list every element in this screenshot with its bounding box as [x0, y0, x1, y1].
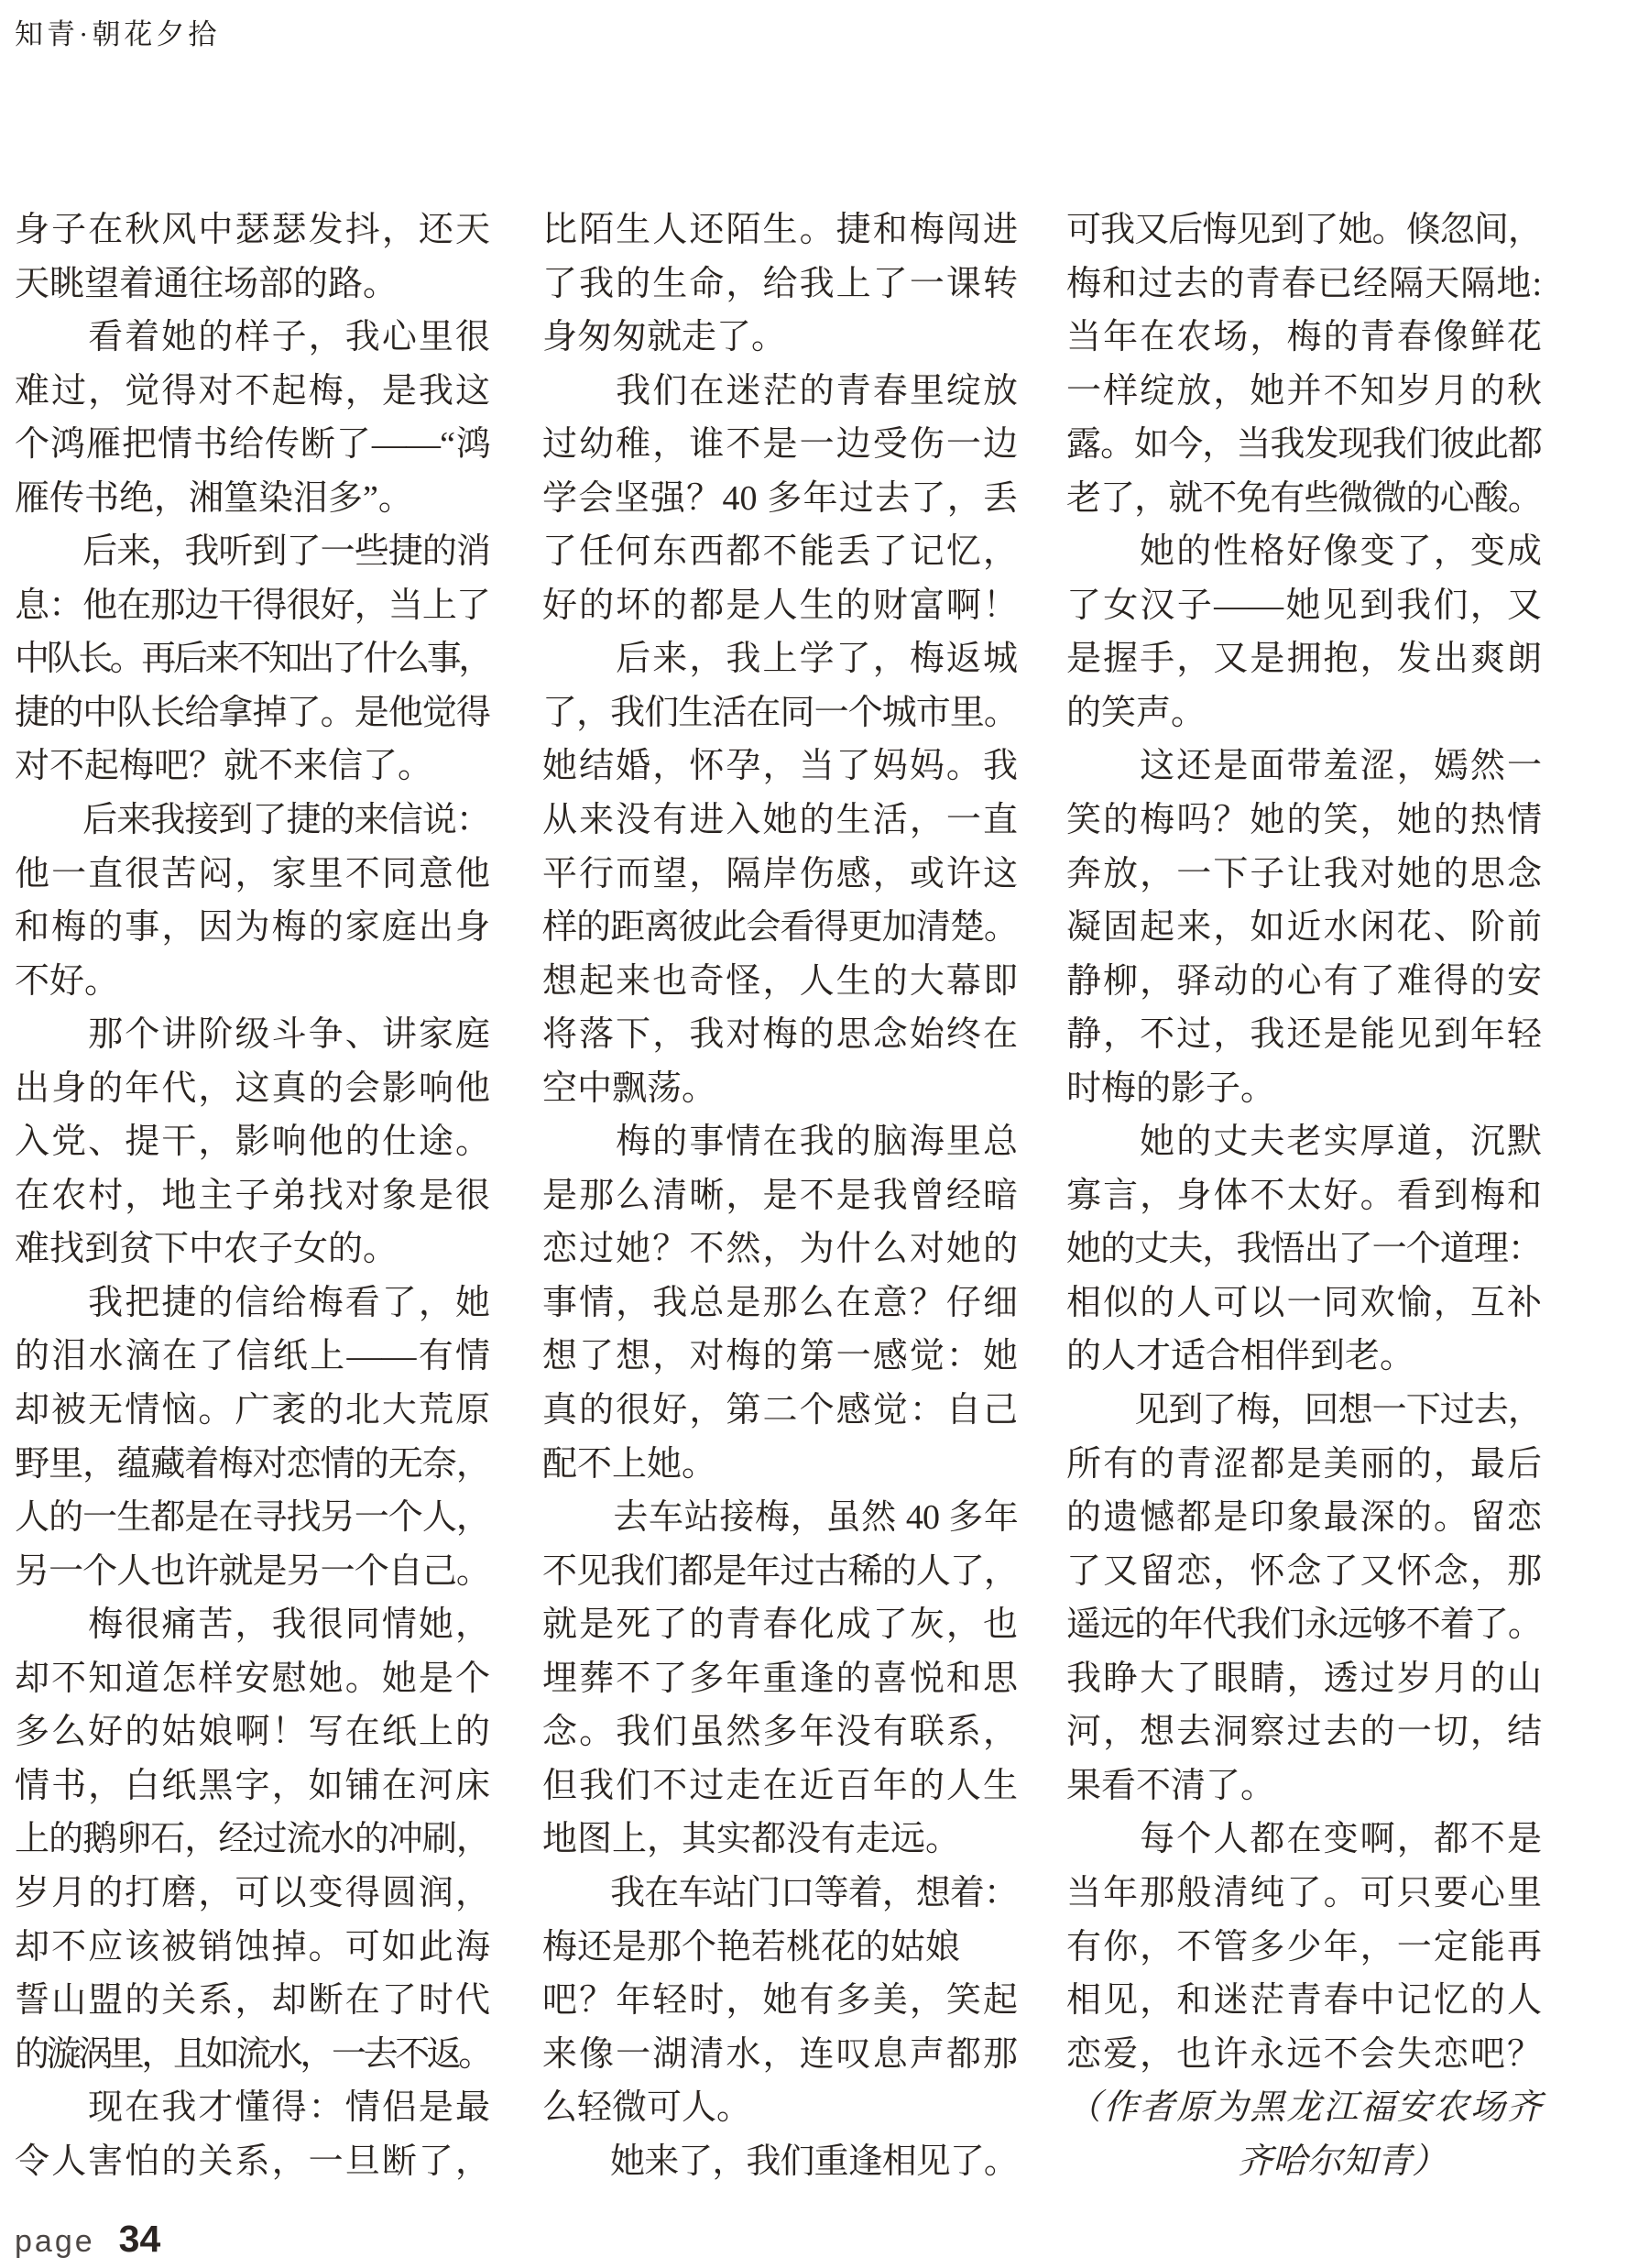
text-line: 的笑声。 [1066, 693, 1207, 732]
text-line: 梅的事情在我的脑海里总 [542, 1123, 1018, 1162]
text-line: 想起来也奇怪，人生的大幕即 [542, 961, 1018, 1001]
text-line: 现在我才懂得：情侣是最 [15, 2088, 490, 2128]
text-line: 多么好的姑娘啊！写在纸上的 [15, 1713, 490, 1752]
text-line: 身子在秋风中瑟瑟发抖，还天 [15, 211, 490, 249]
text-line: 时梅的影子。 [1066, 1068, 1276, 1108]
text-line: 出身的年代，这真的会影响他 [15, 1068, 490, 1108]
text-line: 梅和过去的青春已经隔天隔地: [1066, 264, 1542, 303]
text-line: 凝固起来，如近水闲花、阶前 [1066, 908, 1542, 948]
text-line: 恋过她？不然，为什么对她的 [542, 1230, 1018, 1269]
text-line: 身匆匆就走了。 [542, 318, 787, 357]
text-line: 埋葬不了多年重逢的喜悦和思 [542, 1659, 1018, 1698]
text-line: 的遗憾都是印象最深的。留恋 [1066, 1498, 1542, 1538]
text-line: 老了，就不免有些微微的心酸。 [1066, 478, 1543, 518]
page-number: 34 [118, 2218, 161, 2260]
text-column-2 [542, 203, 1018, 2188]
text-line: 每个人都在变啊，都不是 [1066, 1820, 1542, 1859]
text-line: 相似的人可以一同欢愉，互补 [1066, 1283, 1542, 1322]
text-line: 的漩涡里，且如流水，一去不返。 [15, 2034, 491, 2074]
text-line: 令人害怕的关系，一旦断了， [15, 2142, 490, 2181]
text-line: 不见我们都是年过古稀的人了， [542, 1551, 1019, 1591]
text-line: 人的一生都是在寻找另一个人， [15, 1498, 491, 1538]
text-line: 不好。 [15, 961, 120, 1001]
text-line: 恋爱，也许永远不会失恋吧？ [1066, 2034, 1542, 2074]
text-line: 当年在农场，梅的青春像鲜花 [1066, 318, 1542, 357]
text-line: 天眺望着通往场部的路。 [15, 264, 399, 303]
text-line: 但我们不过走在近百年的人生 [542, 1766, 1018, 1805]
text-line: 她的丈夫，我悟出了一个道理： [1066, 1230, 1543, 1269]
page-footer [15, 2218, 160, 2261]
section-title: 知青·朝花夕拾 [15, 18, 221, 50]
text-line: 过幼稚，谁不是一边受伤一边 [542, 425, 1018, 465]
text-line: 学会坚强？40 多年过去了，丢 [542, 478, 1018, 518]
text-line: 静，不过，我还是能见到年轻 [1066, 1015, 1542, 1055]
text-line: 地图上，其实都没有走远。 [542, 1820, 961, 1859]
text-line: 了我的生命，给我上了一课转 [542, 264, 1018, 303]
text-line: 事情，我总是那么在意？仔细 [542, 1283, 1018, 1322]
text-line: 难过，觉得对不起梅，是我这 [15, 371, 490, 411]
text-line: 我们在迷茫的青春里绽放 [542, 371, 1018, 411]
text-line: 遥远的年代我们永远够不着了。 [1066, 1605, 1543, 1645]
text-line: 个鸿雁把情书给传断了——“鸿 [15, 425, 490, 465]
text-line: 那个讲阶级斗争、讲家庭 [15, 1015, 490, 1055]
text-line: 配不上她。 [542, 1444, 717, 1484]
text-line: 真的很好，第二个感觉：自己 [542, 1391, 1018, 1430]
text-line: 她结婚，怀孕，当了妈妈。我 [542, 747, 1018, 786]
text-line: 了任何东西都不能丢了记忆， [542, 532, 1018, 572]
text-line: 比陌生人还陌生。捷和梅闯进 [542, 211, 1018, 249]
text-line: 另一个人也许就是另一个自己。 [15, 1551, 491, 1591]
text-line: 果看不清了。 [1066, 1766, 1276, 1805]
text-line: 了女汉子——她见到我们，又 [1066, 586, 1542, 625]
text-line: 寡言，身体不太好。看到梅和 [1066, 1176, 1542, 1215]
text-line: 情书，白纸黑字，如铺在河床 [15, 1766, 490, 1805]
text-line: 来像一湖清水，连叹息声都那 [542, 2034, 1018, 2074]
text-line: 是那么清晰，是不是我曾经暗 [542, 1176, 1018, 1215]
text-line: 梅很痛苦，我很同情她， [15, 1605, 490, 1645]
text-line: 么轻微可人。 [542, 2088, 752, 2128]
text-line: 我睁大了眼睛，透过岁月的山 [1066, 1659, 1542, 1698]
text-line: 将落下，我对梅的思念始终在 [542, 1015, 1018, 1055]
text-line: 当年那般清纯了。可只要心里 [1066, 1873, 1542, 1912]
text-line: 她的性格好像变了，变成 [1066, 532, 1542, 572]
text-line: 后来，我听到了一些捷的消 [15, 532, 491, 572]
text-line: 的人才适合相伴到老。 [1066, 1337, 1415, 1376]
text-line: 我在车站门口等着，想着： [542, 1873, 1019, 1912]
text-line: 她的丈夫老实厚道，沉默 [1066, 1123, 1542, 1162]
text-line: 平行而望，隔岸伤感，或许这 [542, 854, 1018, 893]
text-line: 空中飘荡。 [542, 1068, 717, 1108]
text-line: 和梅的事，因为梅的家庭出身 [15, 908, 490, 948]
text-line: （作者原为黑龙江福安农场齐 [1066, 2088, 1542, 2128]
text-line: 后来，我上学了，梅返城 [542, 640, 1018, 679]
text-line: 对不起梅吧？就不来信了。 [15, 747, 433, 786]
text-column-3 [1066, 203, 1542, 2188]
text-line: 样的距离彼此会看得更加清楚。 [542, 908, 1019, 948]
text-line: 一样绽放，她并不知岁月的秋 [1066, 371, 1542, 411]
text-line: 梅还是那个艳若桃花的姑娘 [542, 1927, 961, 1967]
text-line: 在农村，地主子弟找对象是很 [15, 1176, 490, 1215]
text-line: 后来我接到了捷的来信说： [15, 801, 491, 840]
text-line: 她来了，我们重逢相见了。 [542, 2142, 1019, 2181]
page-label: page [15, 2224, 95, 2259]
text-line: 这还是面带羞涩，嫣然一 [1066, 747, 1542, 786]
text-line: 我把捷的信给梅看了，她 [15, 1283, 490, 1322]
text-line: 河，想去洞察过去的一切，结 [1066, 1713, 1542, 1752]
text-line: 了，我们生活在同一个城市里。 [542, 693, 1019, 732]
text-line: 入党、提干，影响他的仕途。 [15, 1123, 490, 1162]
text-line: 露。如今，当我发现我们彼此都 [1066, 425, 1543, 465]
text-line: 他一直很苦闷，家里不同意他 [15, 854, 490, 893]
text-line: 相见，和迷茫青春中记忆的人 [1066, 1981, 1542, 2021]
text-line: 看着她的样子，我心里很 [15, 318, 490, 357]
text-line: 念。我们虽然多年没有联系， [542, 1713, 1018, 1752]
text-line: 可我又后悔见到了她。倏忽间， [1066, 211, 1543, 249]
text-line: 了又留恋，怀念了又怀念，那 [1066, 1551, 1542, 1591]
text-line: 齐哈尔知青） [1237, 2142, 1447, 2181]
text-line: 却被无情恼。广袤的北大荒原 [15, 1391, 490, 1430]
text-line: 的泪水滴在了信纸上——有情 [15, 1337, 490, 1376]
text-line: 好的坏的都是人生的财富啊！ [542, 586, 1018, 625]
text-line: 去车站接梅，虽然 40 多年 [542, 1498, 1018, 1538]
text-line: 誓山盟的关系，却断在了时代 [15, 1981, 490, 2021]
text-line: 却不应该被销蚀掉。可如此海 [15, 1927, 490, 1967]
text-line: 就是死了的青春化成了灰，也 [542, 1605, 1018, 1645]
text-line: 想了想，对梅的第一感觉：她 [542, 1337, 1018, 1376]
text-line: 笑的梅吗？她的笑，她的热情 [1066, 801, 1542, 840]
text-line: 雁传书绝，湘篁染泪多”。 [15, 478, 413, 518]
text-line: 见到了梅，回想一下过去， [1066, 1391, 1543, 1430]
text-line: 上的鹅卵石，经过流水的冲刷， [15, 1820, 491, 1859]
text-line: 有你，不管多少年，一定能再 [1066, 1927, 1542, 1967]
text-line: 是握手，又是拥抱，发出爽朗 [1066, 640, 1542, 679]
text-line: 野里，蕴藏着梅对恋情的无奈， [15, 1444, 491, 1484]
text-line: 所有的青涩都是美丽的，最后 [1066, 1444, 1542, 1484]
text-line: 捷的中队长给拿掉了。是他觉得 [15, 693, 491, 732]
text-line: 岁月的打磨，可以变得圆润， [15, 1873, 490, 1912]
text-line: 中队长。再后来不知出了什么事， [15, 640, 491, 679]
text-line: 奔放，一下子让我对她的思念 [1066, 854, 1542, 893]
text-line: 息：他在那边干得很好，当上了 [15, 586, 491, 625]
text-line: 难找到贫下中农子女的。 [15, 1230, 399, 1269]
text-column-1 [15, 203, 490, 2188]
text-line: 静柳，驿动的心有了难得的安 [1066, 961, 1542, 1001]
text-line: 从来没有进入她的生活，一直 [542, 801, 1018, 840]
text-line: 吧？年轻时，她有多美，笑起 [542, 1981, 1018, 2021]
text-line: 却不知道怎样安慰她。她是个 [15, 1659, 490, 1698]
